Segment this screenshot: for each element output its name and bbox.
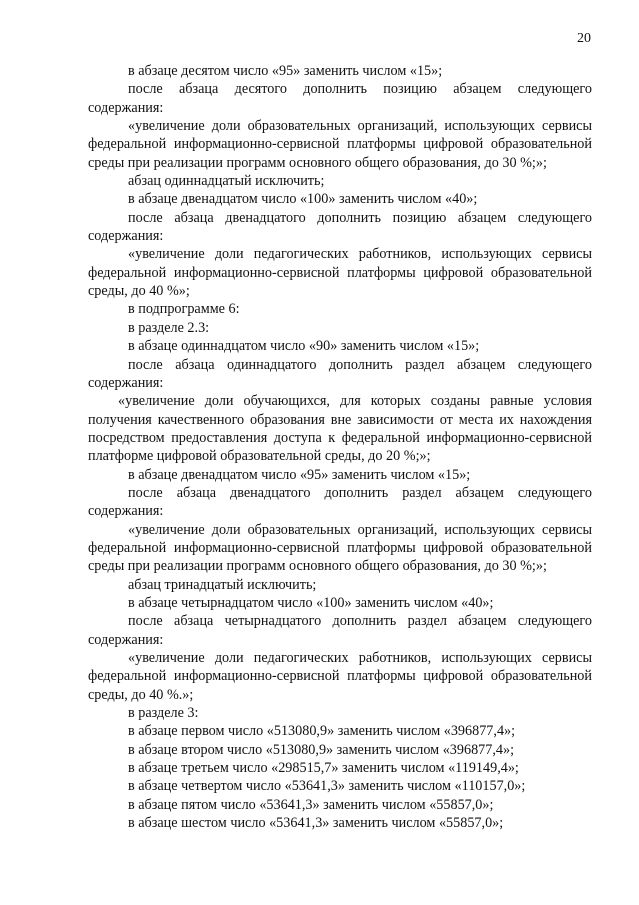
paragraph: после абзаца десятого дополнить позицию абзацем следующего содержания:	[88, 81, 592, 116]
paragraph: в абзаце двенадцатом число «95» заменить числом «15»;	[128, 466, 471, 483]
paragraph: после абзаца четырнадцатого дополнить раздел абзацем следующего содержания:	[88, 613, 592, 648]
paragraph: в разделе 2.3:	[128, 319, 210, 336]
paragraph: в абзаце шестом число «53641,3» заменить числом «55857,0»;	[128, 815, 504, 832]
paragraph: абзац тринадцатый исключить;	[128, 576, 317, 593]
paragraph: в абзаце третьем число «298515,7» заменить числом «119149,4»;	[128, 760, 519, 777]
paragraph: абзац одиннадцатый исключить;	[128, 173, 325, 190]
paragraph: «увеличение доли педагогических работников, использующих сервисы федеральной информационно-сервисной платформы цифровой образовательной среды, до 40 %.»;	[88, 650, 592, 703]
paragraph: в абзаце десятом число «95» заменить числом «15»;	[128, 63, 443, 79]
paragraph: «увеличение доли обучающихся, для которых созданы равные условия получения качественного образования вне зависимости от места их нахождения посредством предоставления доступа к федеральной информационно-сервисной платформе цифровой образовательной среды, до 20 %;»;	[88, 393, 592, 465]
paragraph: в подпрограмме 6:	[128, 301, 240, 318]
paragraph: в абзаце пятом число «53641,3» заменить числом «55857,0»;	[128, 796, 494, 813]
paragraph: в разделе 3:	[128, 705, 199, 722]
paragraph: в абзаце одиннадцатом число «90» заменить числом «15»;	[128, 338, 480, 355]
paragraph: в абзаце втором число «513080,9» заменить числом «396877,4»;	[128, 741, 515, 758]
document-body	[88, 62, 592, 832]
paragraph: в абзаце первом число «513080,9» заменить числом «396877,4»;	[128, 723, 516, 740]
page-number: 20	[577, 31, 591, 46]
paragraph: «увеличение доли образовательных организаций, использующих сервисы федеральной информационно-сервисной платформы цифровой образовательной среды при реализации программ основного общего образования, до 30 %;»;	[88, 521, 592, 575]
paragraph: после абзаца двенадцатого дополнить позицию абзацем следующего содержания:	[88, 209, 592, 245]
paragraph: «увеличение доли педагогических работников, использующих сервисы федеральной информационно-сервисной платформы цифровой образовательной среды, до 40 %»;	[88, 246, 592, 300]
paragraph: в абзаце четвертом число «53641,3» заменить числом «110157,0»;	[128, 778, 526, 795]
paragraph: в абзаце четырнадцатом число «100» заменить числом «40»;	[128, 594, 494, 611]
paragraph: в абзаце двенадцатом число «100» заменить числом «40»;	[128, 191, 478, 208]
paragraph: после абзаца одиннадцатого дополнить раздел абзацем следующего содержания:	[88, 356, 592, 391]
paragraph: после абзаца двенадцатого дополнить раздел абзацем следующего содержания:	[88, 484, 592, 520]
paragraph: «увеличение доли образовательных организаций, использующих сервисы федеральной информационно-сервисной платформы цифровой образовательной среды при реализации программ основного общего образования, до 30 %;»;	[88, 118, 592, 171]
